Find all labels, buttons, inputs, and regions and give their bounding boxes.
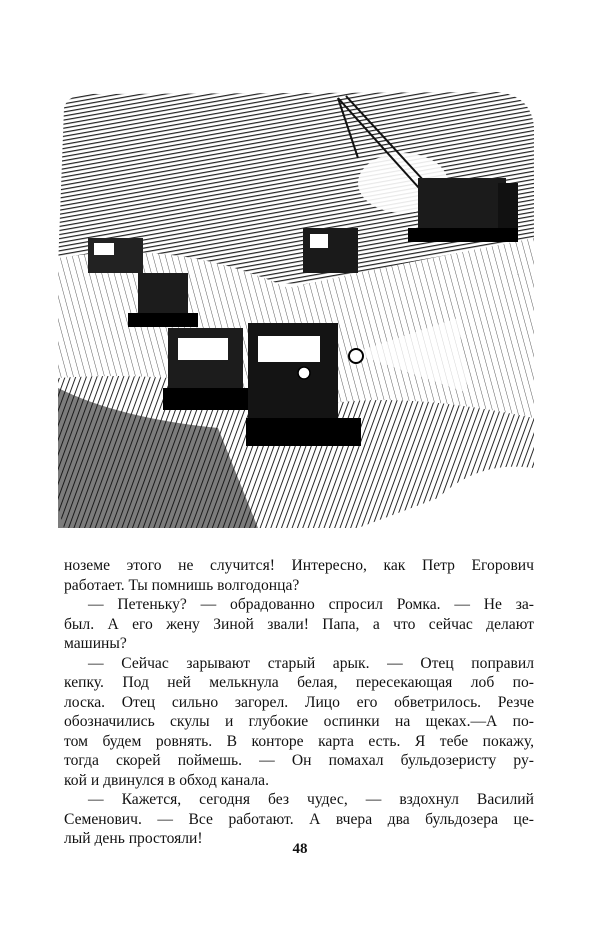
text-line: лый день простояли! bbox=[64, 830, 203, 847]
text-line: кой и двинулся в обход канала. bbox=[64, 771, 269, 789]
text-line: обозначились скулы и глубокие оспинки на щеках.—А по- bbox=[64, 713, 534, 730]
text-line: нозeме этого не случится! Интересно, как Петр Егорович bbox=[64, 557, 534, 574]
page-number: 48 bbox=[292, 841, 308, 857]
text-line: лоска. Отец сильно загорел. Лицо его обветрилось. Резче bbox=[64, 693, 534, 711]
text-line: тогда скорей поймешь. — Он помахал бульдозеристу ру- bbox=[64, 752, 534, 769]
illustration bbox=[58, 88, 538, 528]
text-line: кепку. Под ней мелькнула белая, пересекающая лоб по- bbox=[64, 674, 534, 691]
text-line: работает. Ты помнишь волгодонца? bbox=[64, 576, 300, 594]
text-line: машины? bbox=[64, 635, 127, 652]
text-line: том будем ровнять. В конторе карта есть. Я тебе покажу, bbox=[64, 732, 534, 750]
text-line: Семенович. — Все работают. А вчера два бульдозера це- bbox=[64, 810, 534, 828]
text-line: был. А его жену Зиной звали! Папа, а что сейчас делают bbox=[64, 615, 534, 633]
text-line: — Петеньку? — обрадованно спросил Ромка. — Не за- bbox=[88, 596, 534, 613]
bulldozer-night-illustration bbox=[58, 88, 538, 528]
body-text bbox=[64, 556, 534, 849]
text-line: — Кажется, сегодня без чудес, — вздохнул Василий bbox=[88, 791, 534, 808]
text-line: — Сейчас зарывают старый арык. — Отец поправил bbox=[88, 654, 534, 672]
